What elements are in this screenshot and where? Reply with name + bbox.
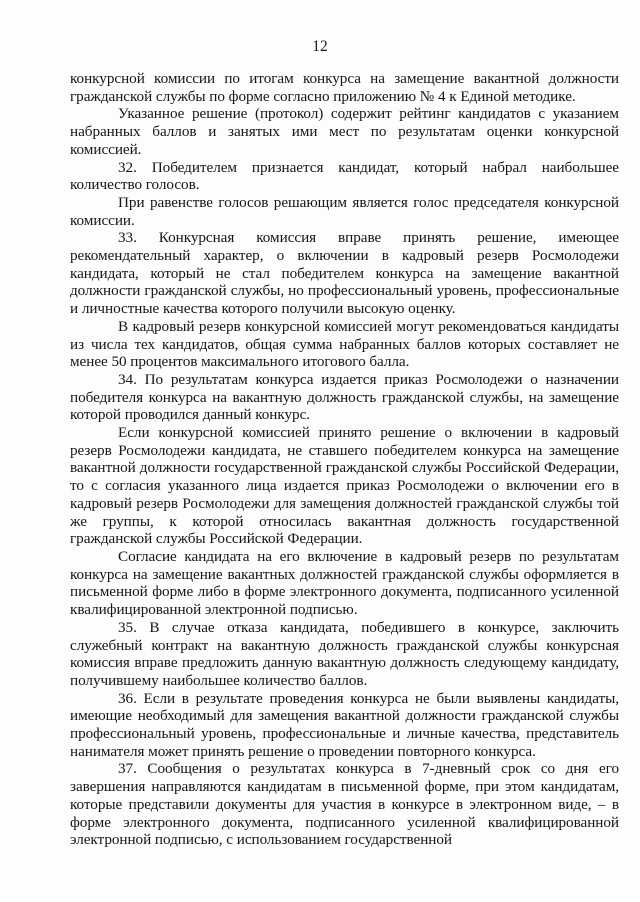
paragraph-12: 37. Сообщения о результатах конкурса в 7-дневный срок со дня его завершения направляются кандидатам в письменной форме, при этом кандидатам, которые представили документы для участия в конкурсе в электронном виде, – в форме электронного документа, подписанного усиленной квалифицированной электронной подписью, с использованием государственной xyxy=(70,760,619,849)
paragraph-7: 34. По результатам конкурса издается приказ Росмолодежи о назначении победителя конкурса на вакантную должность гражданской службы, на замещение которой проводился данный конкурс. xyxy=(70,370,619,424)
paragraph-1: конкурсной комиссии по итогам конкурса на замещение вакантной должности гражданской службы по форме согласно приложению № 4 к Единой методике. xyxy=(70,70,619,105)
paragraph-9: Согласие кандидата на его включение в кадровый резерв по результатам конкурса на замещение вакантных должностей гражданской службы оформляется в письменной форме либо в форме электронного документа, подписанного усиленной квалифицированной электронной подписью. xyxy=(70,547,619,619)
paragraph-8: Если конкурсной комиссией принято решение о включении в кадровый резерв Росмолодежи кандидата, не ставшего победителем конкурса на замещение вакантной должности государственной гражданской службы Российской Федерации, то с согласия указанного лица издается приказ Росмолодежи о включении его в кадровый резерв Росмолодежи для замещения должностей гражданской службы той же группы, к которой относилась вакантная должность государственной гражданской службы Российской Федерации. xyxy=(70,424,619,548)
paragraph-2: Указанное решение (протокол) содержит рейтинг кандидатов с указанием набранных баллов и занятых ими мест по результатам оценки конкурсной комиссией. xyxy=(70,105,619,158)
page-number: 12 xyxy=(312,38,328,55)
paragraph-11: 36. Если в результате проведения конкурса не были выявлены кандидаты, имеющие необходимый для замещения вакантной должности гражданской службы профессиональный уровень, профессиональные и личные качества, представитель нанимателя может принять решение о проведении повторного конкурса. xyxy=(70,689,619,760)
document-body xyxy=(70,70,619,849)
paragraph-4: При равенстве голосов решающим является голос председателя конкурсной комиссии. xyxy=(70,193,619,229)
paragraph-6: В кадровый резерв конкурсной комиссией могут рекомендоваться кандидаты из числа тех кандидатов, общая сумма набранных баллов которых составляет не менее 50 процентов максимального итогового балла. xyxy=(70,317,619,371)
paragraph-10: 35. В случае отказа кандидата, победившего в конкурсе, заключить служебный контракт на вакантную должность гражданской службы конкурсная комиссия вправе предложить данную вакантную должность следующему кандидату, получившему наибольшее количество баллов. xyxy=(70,618,619,689)
paragraph-3: 32. Победителем признается кандидат, который набрал наибольшее количество голосов. xyxy=(70,158,619,194)
paragraph-5: 33. Конкурсная комиссия вправе принять решение, имеющее рекомендательный характер, о включении в кадровый резерв Росмолодежи кандидата, который не стал победителем конкурса на замещение вакантной должности гражданской службы, но профессиональный уровень, профессиональные и личностные качества которого получили высокую оценку. xyxy=(70,229,619,318)
